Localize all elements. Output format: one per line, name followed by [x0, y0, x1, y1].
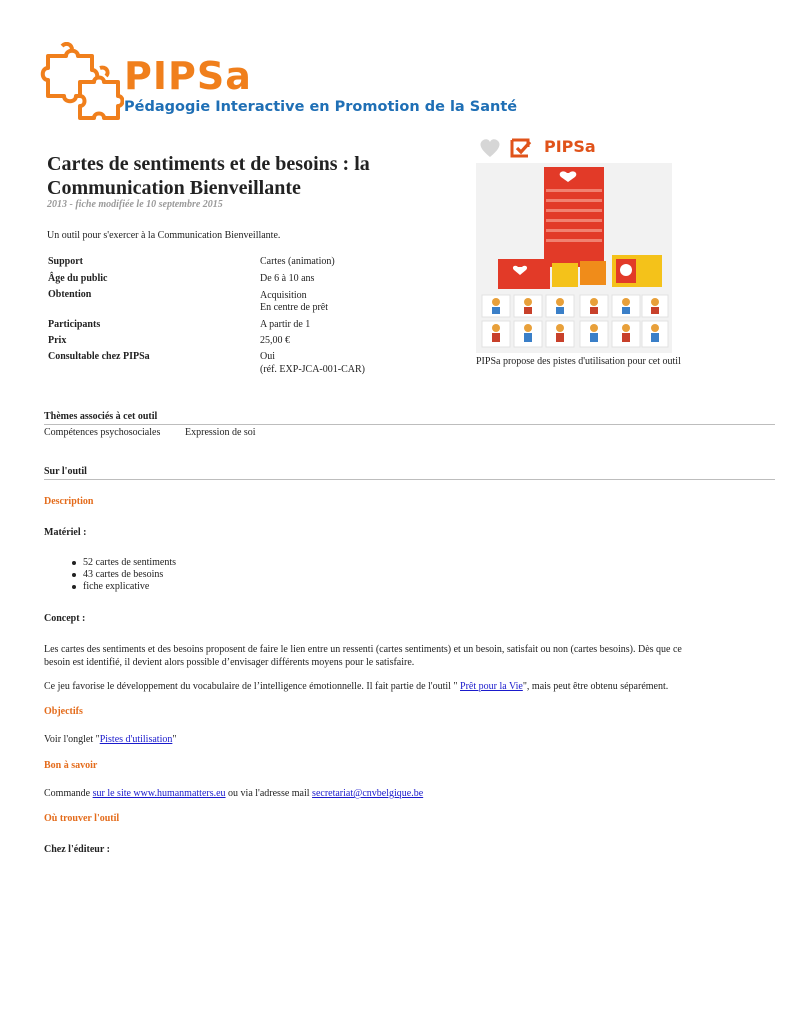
prop-label-participants: Participants — [48, 319, 101, 330]
concept-text-before: Ce jeu favorise le développement du vocabulaire de l’intelligence émotionnelle. Il fait partie de l'outil " — [44, 681, 461, 692]
photo-caption: PIPSa propose des pistes d'utilisation pour cet outil — [476, 356, 681, 367]
theme-tag[interactable]: Compétences psychosociales — [44, 427, 161, 438]
prop-label-prix: Prix — [48, 335, 67, 346]
prop-value-participants: A partir de 1 — [260, 319, 311, 330]
list-item: 43 cartes de besoins — [83, 569, 164, 580]
bullet-icon — [72, 561, 76, 565]
description-heading: Description — [44, 496, 94, 507]
prop-label-support: Support — [48, 256, 84, 267]
humanmatters-link[interactable]: sur le site www.humanmatters.eu — [92, 788, 226, 799]
objectifs-heading: Objectifs — [44, 706, 83, 717]
prop-value-prix: 25,00 € — [260, 335, 290, 346]
bon-a-savoir-heading: Bon à savoir — [44, 760, 98, 771]
concept-paragraph-1-line-1: Les cartes des sentiments et des besoins proposent de faire le lien entre un ressenti (cartes sentiments) et un besoin, satisfait ou non (cartes besoins). Dès que ce — [44, 644, 682, 655]
page-subtitle: 2013 - fiche modifiée le 10 septembre 2015 — [47, 199, 223, 210]
heart-icon — [481, 139, 500, 157]
editeur-heading: Chez l'éditeur : — [44, 844, 110, 855]
bullet-icon — [72, 585, 76, 589]
product-photo — [476, 163, 672, 353]
pistes-utilisation-link[interactable]: Pistes d'utilisation — [99, 734, 173, 745]
about-heading: Sur l'outil — [44, 466, 87, 477]
brand-tagline: Pédagogie Interactive en Promotion de la Santé — [124, 99, 518, 115]
prop-label-obtention: Obtention — [48, 289, 92, 300]
divider — [44, 424, 775, 425]
concept-heading: Concept : — [44, 613, 86, 624]
bon-a-savoir-paragraph — [44, 787, 423, 800]
list-item: fiche explicative — [83, 581, 150, 592]
prop-value-age: De 6 à 10 ans — [260, 273, 315, 284]
list-item: 52 cartes de sentiments — [83, 557, 177, 568]
theme-tag[interactable]: Expression de soi — [185, 427, 256, 438]
bon-text-mid: ou via l'adresse mail — [225, 788, 313, 799]
themes-heading: Thèmes associés à cet outil — [44, 411, 158, 422]
pipsa-mini-brand: PIPSa — [544, 137, 596, 156]
prop-value-consultable-1: Oui — [260, 351, 275, 362]
objectifs-text-before: Voir l'onglet " — [44, 734, 100, 745]
divider — [44, 479, 775, 480]
prop-label-age: Âge du public — [48, 273, 108, 284]
concept-paragraph-2 — [44, 680, 668, 693]
email-link[interactable]: secretariat@cnvbelgique.be — [312, 788, 424, 799]
pipsa-check-icon — [512, 140, 530, 156]
bullet-icon — [72, 573, 76, 577]
page-title: Cartes de sentiments et de besoins : la Communication Bienveillante — [47, 153, 370, 199]
prop-value-consultable-2: (réf. EXP-JCA-001-CAR) — [260, 364, 365, 375]
intro-text: Un outil pour s'exercer à la Communication Bienveillante. — [47, 230, 281, 241]
prop-value-obtention-1: Acquisition — [260, 290, 307, 301]
concept-text-after: ", mais peut être obtenu séparément. — [522, 681, 669, 692]
brand-name: PIPSa — [124, 54, 252, 98]
puzzle-logo-icon — [40, 42, 124, 122]
ou-trouver-heading: Où trouver l'outil — [44, 813, 120, 824]
materiel-heading: Matériel : — [44, 527, 87, 538]
objectifs-paragraph — [44, 733, 176, 746]
objectifs-text-after: " — [172, 734, 177, 745]
pret-pour-la-vie-link[interactable]: Prêt pour la Vie — [460, 681, 523, 692]
prop-value-support: Cartes (animation) — [260, 256, 335, 267]
bon-text-before: Commande — [44, 788, 93, 799]
prop-value-obtention-2: En centre de prêt — [260, 302, 329, 313]
concept-paragraph-1-line-2: besoin est identifié, il devient alors possible d’envisager différents moyens pour le satisfaire. — [44, 657, 415, 668]
favorite-pipsa-icons[interactable] — [478, 136, 540, 160]
prop-label-consultable: Consultable chez PIPSa — [48, 351, 150, 362]
